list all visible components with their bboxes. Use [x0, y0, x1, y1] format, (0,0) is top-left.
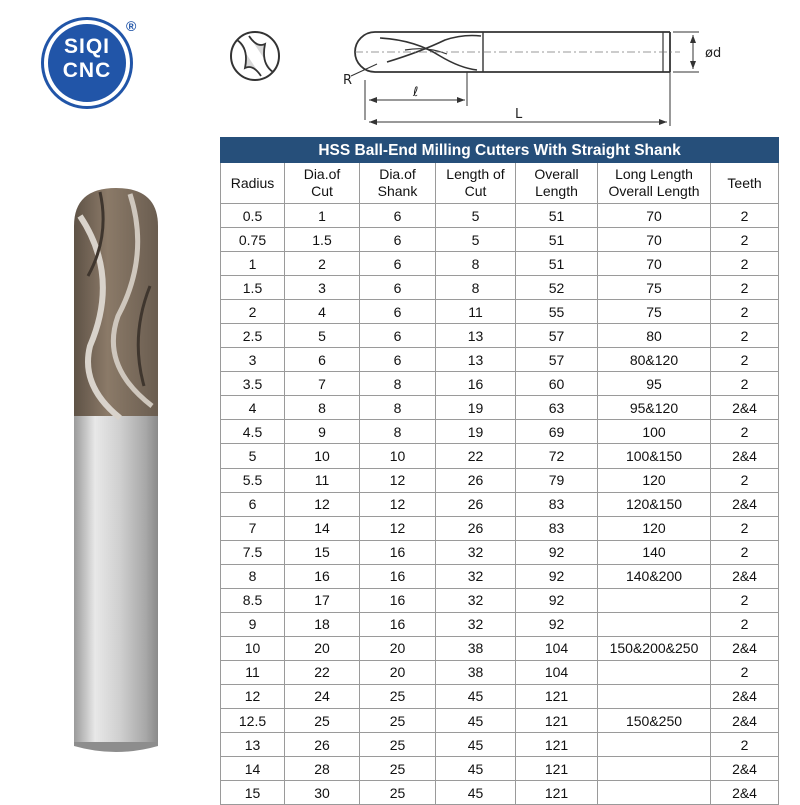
- table-cell-teeth: 2: [711, 276, 779, 300]
- table-row: [221, 612, 779, 636]
- table-cell-dia-of-shank: 25: [360, 708, 436, 732]
- header-line: Long Length: [615, 166, 693, 182]
- table-cell-radius: 1: [221, 252, 285, 276]
- table-cell-teeth: 2: [711, 588, 779, 612]
- table-cell-long-length-overall-length: [598, 781, 711, 805]
- table-row: [221, 781, 779, 805]
- table-cell-teeth: 2&4: [711, 708, 779, 732]
- table-cell-length-of-cut: 45: [436, 781, 516, 805]
- table-cell-overall-length: 92: [516, 612, 598, 636]
- table-cell-dia-of-shank: 6: [360, 204, 436, 228]
- table-cell-dia-of-cut: 7: [285, 372, 360, 396]
- table-cell-overall-length: 63: [516, 396, 598, 420]
- table-cell-dia-of-shank: 6: [360, 276, 436, 300]
- table-row: [221, 636, 779, 660]
- table-cell-length-of-cut: 13: [436, 324, 516, 348]
- table-cell-overall-length: 52: [516, 276, 598, 300]
- column-header-teeth: [711, 163, 779, 204]
- table-row: [221, 588, 779, 612]
- table-cell-dia-of-cut: 26: [285, 733, 360, 757]
- table-cell-radius: 2: [221, 300, 285, 324]
- table-cell-radius: 15: [221, 781, 285, 805]
- logo-line-2: CNC: [62, 59, 112, 82]
- label-radius: R: [343, 73, 353, 88]
- table-cell-dia-of-shank: 16: [360, 540, 436, 564]
- table-cell-long-length-overall-length: 75: [598, 276, 711, 300]
- table-cell-length-of-cut: 38: [436, 660, 516, 684]
- table-cell-overall-length: 83: [516, 516, 598, 540]
- table-cell-dia-of-cut: 14: [285, 516, 360, 540]
- table-cell-overall-length: 121: [516, 684, 598, 708]
- table-cell-long-length-overall-length: 150&200&250: [598, 636, 711, 660]
- table-cell-long-length-overall-length: 95&120: [598, 396, 711, 420]
- table-row: [221, 228, 779, 252]
- table-cell-dia-of-shank: 16: [360, 564, 436, 588]
- table-cell-long-length-overall-length: 140: [598, 540, 711, 564]
- table-cell-dia-of-cut: 24: [285, 684, 360, 708]
- table-cell-teeth: 2&4: [711, 396, 779, 420]
- table-cell-dia-of-cut: 3: [285, 276, 360, 300]
- table-cell-long-length-overall-length: 75: [598, 300, 711, 324]
- table-cell-radius: 5.5: [221, 468, 285, 492]
- table-cell-radius: 3.5: [221, 372, 285, 396]
- table-cell-teeth: 2: [711, 204, 779, 228]
- table-row: [221, 396, 779, 420]
- table-cell-dia-of-cut: 22: [285, 660, 360, 684]
- table-cell-overall-length: 104: [516, 636, 598, 660]
- table-cell-long-length-overall-length: [598, 660, 711, 684]
- table-cell-dia-of-cut: 1.5: [285, 228, 360, 252]
- table-cell-radius: 11: [221, 660, 285, 684]
- table-cell-dia-of-shank: 6: [360, 348, 436, 372]
- technical-drawing: [215, 10, 775, 130]
- table-cell-teeth: 2: [711, 420, 779, 444]
- table-row: [221, 468, 779, 492]
- table-cell-dia-of-shank: 25: [360, 757, 436, 781]
- table-cell-teeth: 2&4: [711, 564, 779, 588]
- table-cell-dia-of-shank: 12: [360, 516, 436, 540]
- column-header-length-of-cut: [436, 163, 516, 204]
- table-row: [221, 540, 779, 564]
- table-cell-overall-length: 104: [516, 660, 598, 684]
- table-cell-long-length-overall-length: 150&250: [598, 708, 711, 732]
- table-cell-teeth: 2: [711, 733, 779, 757]
- table-cell-teeth: 2: [711, 660, 779, 684]
- column-header-dia-of-cut: [285, 163, 360, 204]
- table-cell-length-of-cut: 11: [436, 300, 516, 324]
- table-cell-overall-length: 121: [516, 781, 598, 805]
- table-title: HSS Ball-End Milling Cutters With Straight Shank: [221, 138, 779, 163]
- table-cell-dia-of-shank: 25: [360, 684, 436, 708]
- table-cell-teeth: 2: [711, 252, 779, 276]
- table-cell-overall-length: 121: [516, 757, 598, 781]
- header-line: Overall Length: [608, 183, 700, 199]
- table-cell-length-of-cut: 8: [436, 252, 516, 276]
- table-cell-dia-of-shank: 6: [360, 252, 436, 276]
- header-line: Shank: [377, 183, 418, 199]
- table-cell-long-length-overall-length: 120: [598, 468, 711, 492]
- table-cell-long-length-overall-length: 80: [598, 324, 711, 348]
- table-cell-dia-of-shank: 8: [360, 420, 436, 444]
- table-cell-long-length-overall-length: 140&200: [598, 564, 711, 588]
- table-cell-dia-of-shank: 8: [360, 396, 436, 420]
- table-cell-dia-of-cut: 1: [285, 204, 360, 228]
- table-cell-long-length-overall-length: 70: [598, 204, 711, 228]
- table-cell-length-of-cut: 45: [436, 708, 516, 732]
- table-cell-teeth: 2&4: [711, 781, 779, 805]
- table-cell-length-of-cut: 13: [436, 348, 516, 372]
- table-cell-dia-of-cut: 11: [285, 468, 360, 492]
- table-cell-radius: 4.5: [221, 420, 285, 444]
- table-cell-overall-length: 92: [516, 588, 598, 612]
- table-cell-dia-of-shank: 6: [360, 228, 436, 252]
- table-cell-length-of-cut: 32: [436, 564, 516, 588]
- table-cell-teeth: 2&4: [711, 757, 779, 781]
- label-overall-length: L: [515, 107, 523, 122]
- table-cell-overall-length: 51: [516, 228, 598, 252]
- brand-logo: [44, 20, 136, 112]
- table-cell-teeth: 2: [711, 228, 779, 252]
- table-header-row: [221, 163, 779, 204]
- table-cell-dia-of-shank: 16: [360, 588, 436, 612]
- table-cell-teeth: 2&4: [711, 444, 779, 468]
- table-cell-long-length-overall-length: [598, 588, 711, 612]
- table-cell-radius: 5: [221, 444, 285, 468]
- table-cell-overall-length: 51: [516, 204, 598, 228]
- table-row: [221, 564, 779, 588]
- table-row: [221, 444, 779, 468]
- table-row: [221, 757, 779, 781]
- table-cell-radius: 2.5: [221, 324, 285, 348]
- table-cell-dia-of-cut: 2: [285, 252, 360, 276]
- table-cell-overall-length: 79: [516, 468, 598, 492]
- table-cell-dia-of-cut: 4: [285, 300, 360, 324]
- table-cell-overall-length: 83: [516, 492, 598, 516]
- table-cell-long-length-overall-length: 100&150: [598, 444, 711, 468]
- table-cell-dia-of-shank: 6: [360, 300, 436, 324]
- table-cell-length-of-cut: 5: [436, 204, 516, 228]
- header-line: Radius: [230, 174, 275, 191]
- table-cell-length-of-cut: 19: [436, 420, 516, 444]
- table-cell-long-length-overall-length: 100: [598, 420, 711, 444]
- header-line: Cut: [311, 183, 333, 199]
- header-line: Teeth: [727, 174, 762, 191]
- dimension-lines: [351, 32, 699, 126]
- table-row: [221, 348, 779, 372]
- table-cell-overall-length: 69: [516, 420, 598, 444]
- table-cell-long-length-overall-length: 120: [598, 516, 711, 540]
- table-cell-length-of-cut: 26: [436, 468, 516, 492]
- table-cell-teeth: 2: [711, 324, 779, 348]
- table-cell-teeth: 2: [711, 372, 779, 396]
- table-cell-long-length-overall-length: [598, 612, 711, 636]
- table-cell-long-length-overall-length: [598, 757, 711, 781]
- table-cell-radius: 13: [221, 733, 285, 757]
- table-cell-radius: 3: [221, 348, 285, 372]
- header-line: Length: [535, 183, 578, 199]
- table-cell-dia-of-cut: 6: [285, 348, 360, 372]
- header-line: Overall: [534, 166, 579, 182]
- table-cell-length-of-cut: 32: [436, 588, 516, 612]
- table-cell-teeth: 2: [711, 300, 779, 324]
- table-cell-length-of-cut: 26: [436, 516, 516, 540]
- table-cell-dia-of-shank: 25: [360, 781, 436, 805]
- column-header-radius: [221, 163, 285, 204]
- table-cell-length-of-cut: 45: [436, 684, 516, 708]
- table-row: [221, 324, 779, 348]
- side-view: [355, 32, 680, 72]
- table-row: [221, 276, 779, 300]
- table-cell-dia-of-cut: 15: [285, 540, 360, 564]
- table-cell-dia-of-shank: 8: [360, 372, 436, 396]
- table-cell-dia-of-cut: 30: [285, 781, 360, 805]
- table-cell-dia-of-cut: 9: [285, 420, 360, 444]
- table-cell-dia-of-shank: 16: [360, 612, 436, 636]
- header-line: Dia.of: [379, 166, 416, 182]
- table-cell-overall-length: 60: [516, 372, 598, 396]
- table-cell-radius: 7: [221, 516, 285, 540]
- table-row: [221, 300, 779, 324]
- ball-end-mill-illustration: [60, 186, 170, 756]
- table-cell-dia-of-cut: 17: [285, 588, 360, 612]
- table-cell-overall-length: 121: [516, 708, 598, 732]
- table-row: [221, 252, 779, 276]
- table-cell-dia-of-cut: 20: [285, 636, 360, 660]
- table-cell-radius: 12: [221, 684, 285, 708]
- table-row: [221, 204, 779, 228]
- table-cell-long-length-overall-length: 95: [598, 372, 711, 396]
- table-cell-length-of-cut: 45: [436, 757, 516, 781]
- column-header-dia-of-shank: [360, 163, 436, 204]
- table-cell-radius: 10: [221, 636, 285, 660]
- table-cell-dia-of-cut: 10: [285, 444, 360, 468]
- table-cell-dia-of-cut: 16: [285, 564, 360, 588]
- table-cell-dia-of-shank: 10: [360, 444, 436, 468]
- table-cell-teeth: 2&4: [711, 684, 779, 708]
- table-cell-length-of-cut: 32: [436, 612, 516, 636]
- table-cell-length-of-cut: 8: [436, 276, 516, 300]
- logo-line-1: SIQI: [63, 35, 110, 58]
- table-cell-length-of-cut: 26: [436, 492, 516, 516]
- table-row: [221, 660, 779, 684]
- table-cell-dia-of-shank: 6: [360, 324, 436, 348]
- table-cell-radius: 0.5: [221, 204, 285, 228]
- table-cell-dia-of-shank: 12: [360, 468, 436, 492]
- table-cell-dia-of-shank: 20: [360, 636, 436, 660]
- table-cell-length-of-cut: 22: [436, 444, 516, 468]
- spec-table: [220, 137, 778, 805]
- column-header-overall-length: [516, 163, 598, 204]
- table-cell-long-length-overall-length: 70: [598, 228, 711, 252]
- table-cell-overall-length: 57: [516, 348, 598, 372]
- table-row: [221, 420, 779, 444]
- header-line: Dia.of: [303, 166, 341, 182]
- table-cell-dia-of-cut: 12: [285, 492, 360, 516]
- table-cell-teeth: 2: [711, 516, 779, 540]
- label-length-of-cut: ℓ: [413, 85, 419, 100]
- label-shank-diameter: ød: [705, 46, 722, 61]
- table-cell-length-of-cut: 38: [436, 636, 516, 660]
- table-cell-long-length-overall-length: 80&120: [598, 348, 711, 372]
- table-cell-long-length-overall-length: 70: [598, 252, 711, 276]
- registered-mark: ®: [126, 18, 137, 34]
- table-cell-teeth: 2: [711, 468, 779, 492]
- table-cell-dia-of-cut: 5: [285, 324, 360, 348]
- table-cell-overall-length: 72: [516, 444, 598, 468]
- table-cell-overall-length: 51: [516, 252, 598, 276]
- table-cell-overall-length: 92: [516, 540, 598, 564]
- table-cell-length-of-cut: 32: [436, 540, 516, 564]
- table-row: [221, 516, 779, 540]
- table-cell-length-of-cut: 45: [436, 733, 516, 757]
- table-cell-long-length-overall-length: 120&150: [598, 492, 711, 516]
- table-cell-radius: 4: [221, 396, 285, 420]
- table-row: [221, 684, 779, 708]
- table-cell-long-length-overall-length: [598, 733, 711, 757]
- header-line: Cut: [464, 183, 487, 199]
- table-cell-dia-of-cut: 18: [285, 612, 360, 636]
- table-cell-length-of-cut: 19: [436, 396, 516, 420]
- end-view-icon: [231, 32, 279, 80]
- table-cell-long-length-overall-length: [598, 684, 711, 708]
- table-cell-dia-of-shank: 20: [360, 660, 436, 684]
- table-cell-length-of-cut: 5: [436, 228, 516, 252]
- table-row: [221, 372, 779, 396]
- table-row: [221, 492, 779, 516]
- table-cell-length-of-cut: 16: [436, 372, 516, 396]
- table-cell-dia-of-shank: 25: [360, 733, 436, 757]
- table-cell-radius: 6: [221, 492, 285, 516]
- table-cell-teeth: 2&4: [711, 492, 779, 516]
- table-cell-overall-length: 92: [516, 564, 598, 588]
- table-row: [221, 733, 779, 757]
- table-cell-radius: 1.5: [221, 276, 285, 300]
- table-row: [221, 708, 779, 732]
- table-cell-dia-of-cut: 28: [285, 757, 360, 781]
- table-cell-dia-of-shank: 12: [360, 492, 436, 516]
- table-cell-radius: 8: [221, 564, 285, 588]
- table-cell-dia-of-cut: 8: [285, 396, 360, 420]
- table-cell-overall-length: 121: [516, 733, 598, 757]
- table-cell-teeth: 2: [711, 348, 779, 372]
- table-cell-teeth: 2: [711, 540, 779, 564]
- column-header-long-length-overall-length: [598, 163, 711, 204]
- table-cell-radius: 8.5: [221, 588, 285, 612]
- table-cell-radius: 14: [221, 757, 285, 781]
- table-cell-teeth: 2&4: [711, 636, 779, 660]
- table-cell-teeth: 2: [711, 612, 779, 636]
- table-cell-radius: 7.5: [221, 540, 285, 564]
- table-cell-overall-length: 55: [516, 300, 598, 324]
- table-cell-radius: 12.5: [221, 708, 285, 732]
- header-line: Length of: [446, 166, 505, 182]
- table-cell-radius: 9: [221, 612, 285, 636]
- table-cell-dia-of-cut: 25: [285, 708, 360, 732]
- table-cell-overall-length: 57: [516, 324, 598, 348]
- table-cell-radius: 0.75: [221, 228, 285, 252]
